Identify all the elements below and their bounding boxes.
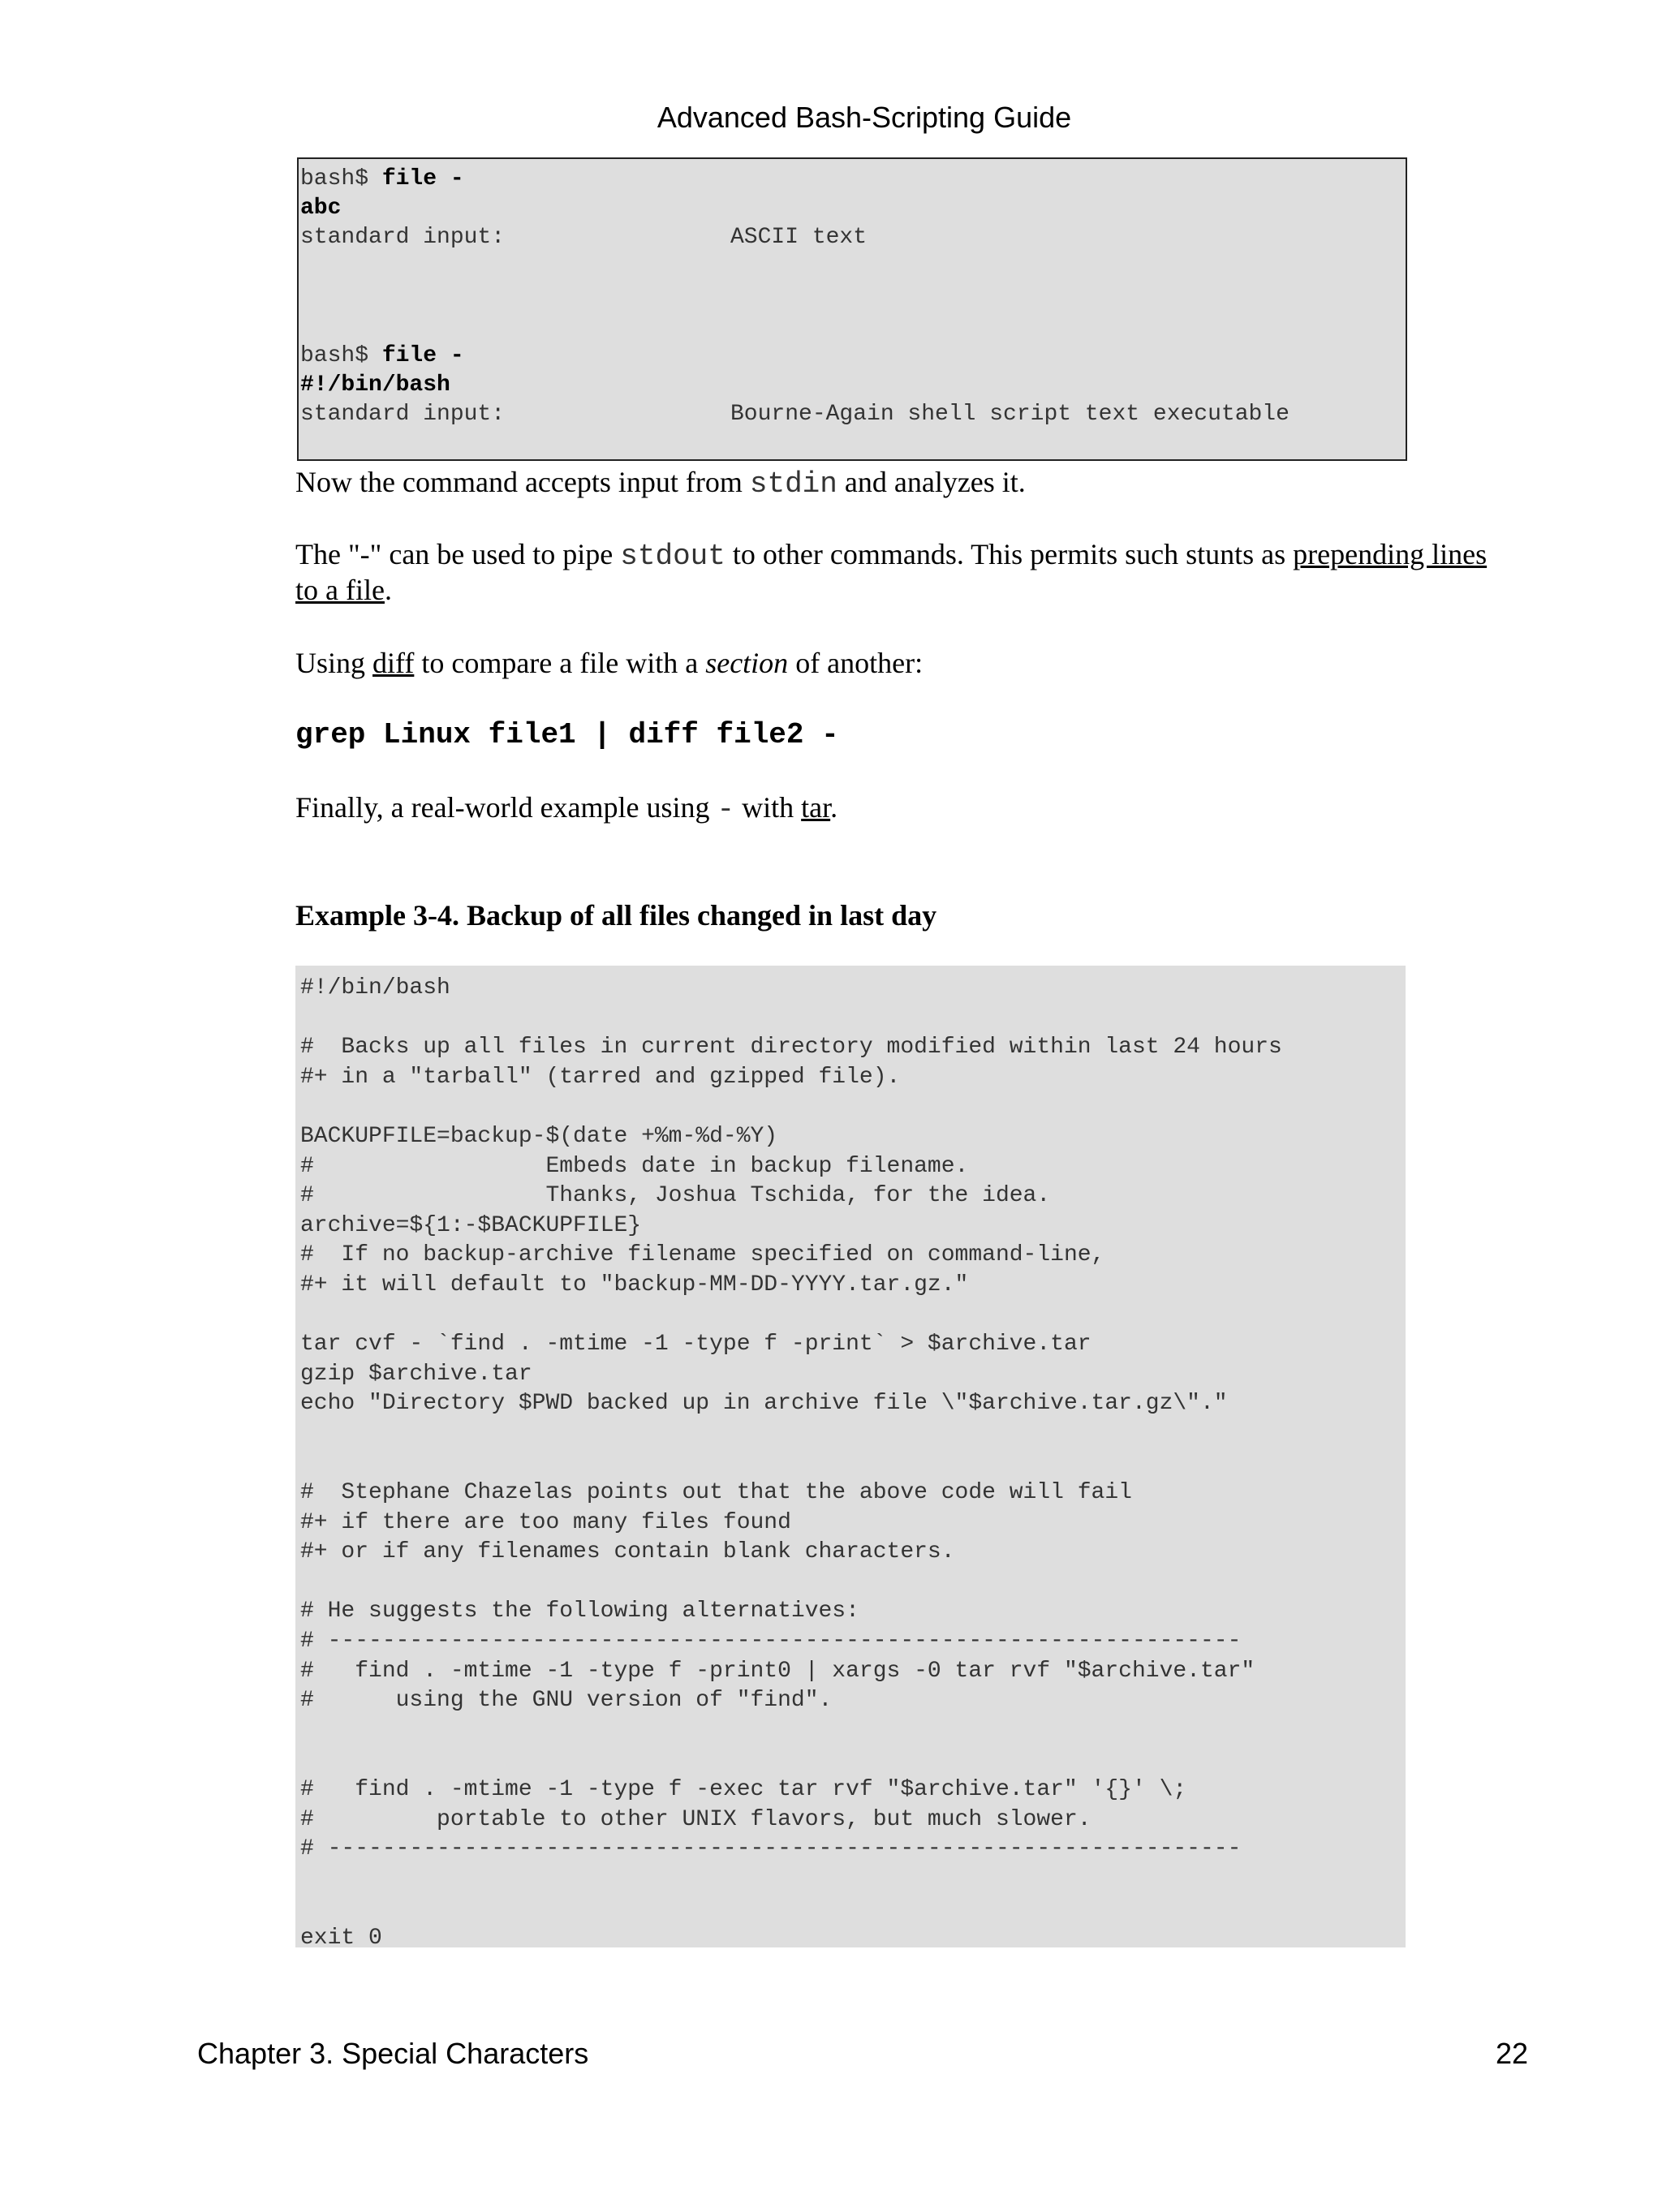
paragraph-stdin: Now the command accepts input from stdin and analyzes it.	[295, 466, 1026, 501]
command-example: grep Linux file1 | diff file2 -	[295, 718, 839, 751]
link-diff[interactable]: diff	[372, 647, 415, 679]
paragraph-diff: Using diff to compare a file with a section of another:	[295, 647, 924, 679]
link-tar[interactable]: tar	[801, 791, 831, 824]
page-header: Advanced Bash-Scripting Guide	[657, 101, 1072, 134]
link-prepending-lines[interactable]: prepending lines	[1293, 538, 1488, 570]
paragraph-stdout-cont: to a file.	[295, 574, 392, 606]
footer-page-number: 22	[1495, 2037, 1528, 2070]
footer-chapter: Chapter 3. Special Characters	[197, 2037, 589, 2070]
screen-line-1: bash$ file -	[300, 166, 464, 192]
screen-line-6: standard input: Bourne-Again shell script text executable	[300, 402, 1290, 427]
screen-line-5: #!/bin/bash	[300, 372, 450, 398]
screen-line-2: abc	[300, 196, 342, 221]
link-to-a-file[interactable]: to a file	[295, 574, 385, 606]
paragraph-stdout: The "-" can be used to pipe stdout to other commands. This permits such stunts as prepending lines	[295, 538, 1488, 573]
code-listing	[295, 966, 1406, 1951]
terminal-screen	[297, 157, 1407, 461]
screen-line-3: standard input: ASCII text	[300, 225, 868, 250]
example-title: Example 3-4. Backup of all files changed in last day	[295, 899, 937, 932]
paragraph-tar: Finally, a real-world example using - with tar.	[295, 791, 838, 826]
screen-line-4: bash$ file -	[300, 343, 464, 368]
code-listing-text: #!/bin/bash # Backs up all files in current directory modified within last 24 hours #+ in a "tarball" (tarred and gzipped file). BACKUPFILE=backup-$(date +%m-%d-%Y) # Embeds date in backup filename. # Thanks, Joshua Tschida, for the idea. archive=${1:-$BACKUPFILE} # If no backup-archive filename specified on command-line, #+ it will default to "backup-MM-DD-YYYY.tar.gz." tar cvf - `find . -mtime -1 -type f -print` > $archive.tar gzip $archive.tar echo "Directory $PWD backed up in archive file \"$archive.tar.gz\"." # Stephane Chazelas points out that the above code will fail #+ if there are too many files found #+ or if any filenames contain blank characters. # He suggests the following alternatives: # ------------------------------------------------------------------- # find . -mtime -1 -type f -print0 | xargs -0 tar rvf "$archive.tar" # using the GNU version of "find". # find . -mtime -1 -type f -exec tar rvf "$archive.tar" '{}' \; # portable to other UNIX flavors, but much slower. # ------------------------------------------------------------------- exit 0	[300, 975, 1282, 1951]
